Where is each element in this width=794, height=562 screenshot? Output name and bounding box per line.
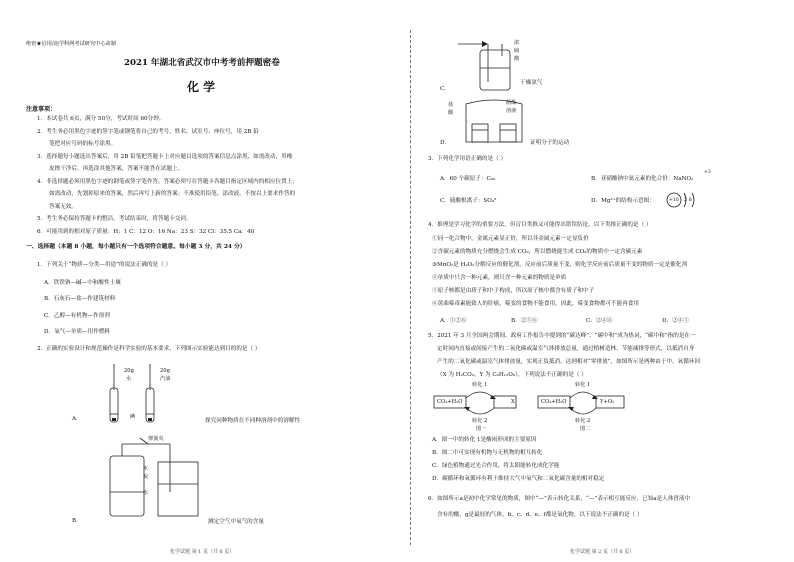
q4-item: ①同一化合物中，金属元素显正价，所以非金属元素一定显负价 xyxy=(432,236,589,242)
fig-a-label: 水 xyxy=(126,376,132,382)
fig-b-label: 炭 xyxy=(143,474,149,480)
note-line: 3．选择题每小题选出答案后，用 2B 铅笔把答题卡上对应题目选项的答案信息点涂黑，如需改动，用橡 xyxy=(37,154,293,160)
q2-stem: 2．正确的实验设计和规范操作是科学实验的基本要求，下列图示实验能达到目的的是（ ） xyxy=(37,346,261,352)
fig-c-label: 酸 xyxy=(514,56,520,62)
fig-d-label: 酸 xyxy=(448,110,454,116)
subject-title: 化 学 xyxy=(187,80,216,94)
left-page-number: 化学试题 第 1 页（共 6 页） xyxy=(170,549,235,555)
q1-option-d: D．氧气—单质—用作燃料 xyxy=(44,329,111,335)
fig-a-letter: A． xyxy=(72,416,82,422)
q6-line: 含有的酸，g是最轻的气体，b、c、d、e、f都是氧化物，以下说法不正确的是（ ） xyxy=(437,512,643,518)
q1-option-a: A．铁铁钠—碱—中和酸性土壤 xyxy=(44,280,121,286)
fig1-caption: 图一 xyxy=(476,426,487,432)
fig-d-caption: 证明分子的运动 xyxy=(530,140,570,146)
q4-item: ⑥黄曲霉毒素能致人的肝癌，霉变的食物不能食用，因此，霉变食物都可不能再食用 xyxy=(432,301,639,307)
q6-line: 6．如图所示a是初中化学常见的物质，图中“—”表示转化关系，“—”表示相互能反应，已知a是人体胃液中 xyxy=(428,496,691,502)
fig-b-letter: B． xyxy=(72,518,82,524)
fig-b-label: 水 xyxy=(143,490,149,496)
fig2-in-box: CO₂+H₂O xyxy=(541,399,567,405)
q5-stem-line: 定时间内直接或间接产生的二氧化碳或温室气体排放总量，通过植树造林、节能减排等形式，以抵消自身 xyxy=(437,346,695,352)
q4-option-d: D．②④⑤ xyxy=(662,318,689,324)
note-line: 2．考生务必用黑色字迹的签字笔或钢笔将自己的考号、姓名、试室号、座位号，用 2B 铅 xyxy=(37,129,259,135)
exam-title: 2021 年湖北省武汉市中考考前押题密卷 xyxy=(124,58,280,68)
fig2-bottom-label: 转化 2 xyxy=(575,418,591,424)
note-line: 5．考生务必保持答题卡的整洁，考试结束时，将答题卡交回。 xyxy=(37,216,192,222)
q4-item: ②含碳元素的物质充分燃烧会生成 CO₂，所以燃烧能生成 CO₂的物质中一定含碳元素 xyxy=(432,249,643,255)
q4-stem: 4．推理是学习化学的重要方法，但盲目类推又可能得出错误结论，以下类推正确的是（ ） xyxy=(428,222,652,228)
fig-d-letter: D． xyxy=(440,140,451,146)
q4-option-b: B．②⑤⑥ xyxy=(511,318,538,324)
mg-nucleus: +10 xyxy=(669,198,679,203)
q1-option-c: C．乙醇—有机物—作溶剂 xyxy=(44,313,110,319)
q5-option-a: A．图一中的转化 1是酸雨形成的主要原因 xyxy=(432,437,537,443)
fig-a-label: 汽油 xyxy=(160,376,171,382)
q1-option-b: B．石灰石—盐—作建筑材料 xyxy=(44,296,116,302)
fig-c-label: 浓 xyxy=(514,40,520,46)
column-divider xyxy=(410,30,411,545)
q4-option-a: A．①②⑥ xyxy=(440,318,467,324)
q5-option-c: C．绿色植物通过光合作用，将太阳能转化成化学能 xyxy=(432,463,560,469)
fig-a-caption: 探究同种物质在不同种溶剂中的溶解性 xyxy=(205,418,301,424)
fig-a-label: 20g xyxy=(160,368,170,374)
q4-item: ③MnO₂是 H₂O₂分解反应的催化剂，反应前后质量不变，则化学反应前后质量不变的物质一定是催化剂 xyxy=(432,262,688,268)
fig-b-caption: 测定空气中氧气的含量 xyxy=(208,519,264,525)
fig1-bottom-label: 转化 2 xyxy=(472,418,488,424)
q3-option-c: C．硫酸根离子：SO₄² xyxy=(440,198,497,204)
note-line: 1．本试卷共 6页，满分 50分，考试时间 60分钟。 xyxy=(37,116,165,122)
note-line: 如需改动，先划掉原来的答案，然后再写上新的答案；不准使用铅笔、涂改液。不按以上要求作答的 xyxy=(49,191,296,197)
fig-d-label: 盐 xyxy=(448,102,454,108)
right-page-number: 化学试题 第 2 页（共 6 页） xyxy=(570,549,635,555)
note-line: 笔把对应号码的标号涂黑。 xyxy=(49,141,117,147)
q5-stem-line: 产生的二氧化碳或温室气体排放量，实现正负抵消，达到相对“零排放”，如图所示是两种由于中，氧循环回 xyxy=(437,359,701,365)
q5-option-b: B．图二中可实现有机物与无机物的相互转化 xyxy=(432,450,543,456)
q4-option-c: C．②④⑥ xyxy=(586,318,613,324)
fig-d-label: 溶液 xyxy=(506,108,517,114)
q3-option-d: D．Mg²⁺的结构示意图： xyxy=(591,198,655,204)
fig2-out-box: Y+O₂ xyxy=(600,399,615,405)
fig2-top-label: 转化 1 xyxy=(575,382,591,388)
note-line: 6．可能用到的相对原子质量：H：1 C：12 O：16 Na：23 S：32 Cl：35.5 Ca：40 xyxy=(37,229,255,235)
fig-a-label: 20g xyxy=(124,368,134,374)
note-line: 皮擦干净后，再选涂其他答案，答案不能答在试题上。 xyxy=(49,166,184,172)
q3-charge: +3 xyxy=(704,170,711,175)
fig-b-label: 木 xyxy=(143,466,149,472)
q4-item: ④单质中只含一种元素，则只含一种元素的物质是单质 xyxy=(432,275,567,281)
section-heading: 一、选择题（本题 8 小题，每小题只有一个选项符合题意。每小题 3 分，共 24 分） xyxy=(26,244,246,250)
q5-stem-line: （X 为 H₂CO₃，Y 为 C₆H₁₂O₆），下列说法不正确的是（ ） xyxy=(437,372,587,378)
secret-label: 绝密★启用前|学科网考试研究中心命制 xyxy=(26,41,116,47)
fig1-out-box: X xyxy=(511,399,515,405)
figure-b-apparatus xyxy=(100,432,210,527)
q4-item: ⑤原子核都是由质子和中子构成，所以原子核中都含有质子和中子 xyxy=(432,288,595,294)
fig-a-ref: 碘 xyxy=(130,414,136,420)
figure-a-test-tubes xyxy=(100,360,190,430)
mg-shells: 2 8 xyxy=(684,198,692,203)
notes-heading: 注意事项： xyxy=(26,106,57,113)
fig-b-label: 弹簧夹 xyxy=(148,436,164,442)
q5-stem-line: 5．2021 年 3 月全国两会期间，政府工作报告中提到的“碳达峰”、“碳中和”成为热词，“碳中和”指的是在一 xyxy=(428,333,696,339)
note-line: 4．非选择题必须用黑色字迹的钢笔或签字笔作答，答案必须写在答题卡各题目指定区域内的相应位置上； xyxy=(37,179,298,185)
note-line: 答案无效。 xyxy=(49,204,77,210)
q5-option-d: D．碳循环和氧循环有利于维持大气中氧气和二氧化碳含量的相对稳定 xyxy=(432,476,605,482)
fig1-top-label: 转化 1 xyxy=(472,382,488,388)
q3-option-a: A．60 个碳原子：C₆₀ xyxy=(440,176,496,182)
fig-c-label: 硫 xyxy=(514,48,520,54)
fig-c-letter: C． xyxy=(440,86,450,92)
q3-option-b: B．亚硝酸钠中氮元素的化合价：NaNO₂ xyxy=(591,176,694,182)
fig2-caption: 图二 xyxy=(580,426,591,432)
fig1-in-box: CO₂+H₂O xyxy=(437,399,463,405)
q3-stem: 3．下列化学用语正确的是（ ） xyxy=(428,156,507,162)
q1-stem: 1．下列关于“物质—分类—用途”的说法正确的是（ ） xyxy=(37,262,172,268)
fig-d-label: 酚酞 xyxy=(506,100,517,106)
figure-d-beakers xyxy=(460,96,530,146)
fig-c-caption: 干燥氨气 xyxy=(520,80,543,86)
